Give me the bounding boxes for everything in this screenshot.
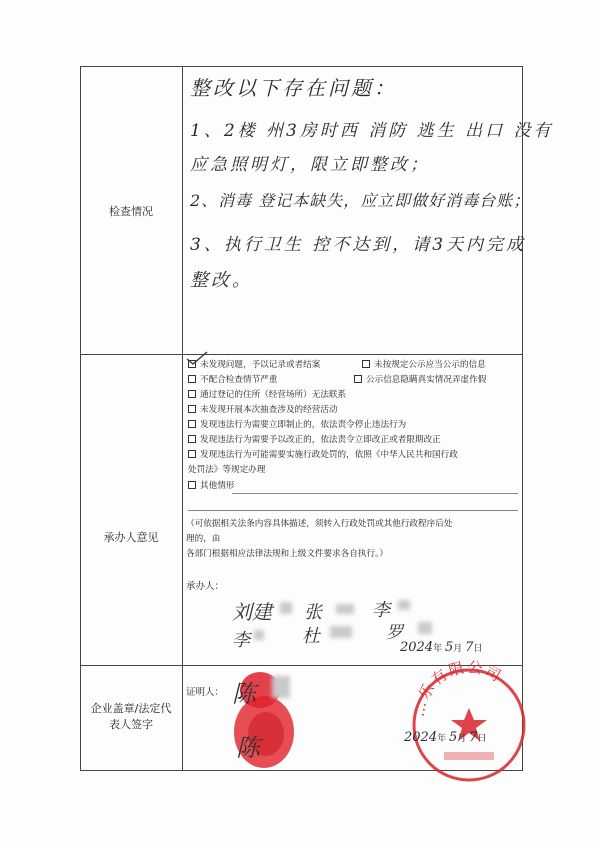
redaction-blur — [272, 676, 290, 698]
table-top-border — [80, 66, 523, 67]
handler-signature: 李 — [232, 630, 250, 651]
redaction-blur — [280, 602, 292, 614]
option-no-issue: 未发现问题，予以记录或者结案 — [188, 360, 320, 371]
redaction-blur — [254, 630, 264, 640]
handler-date-year: 2024 — [400, 640, 434, 655]
table-label-divider — [182, 66, 183, 770]
representative-signature: 陈 — [236, 734, 260, 762]
checkbox-icon[interactable] — [188, 375, 196, 383]
redaction-blur — [336, 604, 354, 614]
checkbox-icon[interactable] — [354, 375, 362, 383]
handler-date-day: 7 — [465, 640, 474, 655]
checkbox-icon[interactable] — [362, 360, 370, 368]
inspection-line: 整改以下存在问题： — [190, 76, 397, 100]
witness-signature: 陈 — [232, 680, 256, 708]
option-false-info: 公示信息隐瞒真实情况弄虚作假 — [354, 375, 486, 386]
handler-date: 2024年 5月 7日 — [400, 640, 483, 655]
opinion-note-line: （可依据相关法条内容具体描述，须转入行政处罚或其他行政程序后处 — [186, 519, 453, 529]
option-stop-violation: 发现违法行为需要立即制止的，依法责令停止违法行为 — [188, 420, 406, 431]
option-administrative-penalty-cont: 处罚法》等规定办理 — [188, 465, 266, 475]
handler-signature: 李 — [372, 600, 390, 621]
inspection-line: 2、消毒 登记本缺失，应立即做好消毒台账； — [190, 191, 531, 210]
checkbox-icon[interactable] — [188, 435, 196, 443]
enterprise-date-day: 7 — [469, 730, 478, 745]
table-left-border — [80, 66, 81, 770]
enterprise-date-month: 5 — [448, 730, 458, 745]
option-administrative-penalty: 发现违法行为可能需要实施行政处罚的，依照《中华人民共和国行政 — [188, 450, 458, 461]
handler-signature: 杜 — [302, 626, 320, 647]
witness-label: 证明人： — [186, 687, 225, 698]
handler-label: 承办人： — [186, 581, 225, 592]
checkbox-icon[interactable] — [188, 481, 196, 489]
handler-date-month: 5 — [444, 640, 454, 655]
option-correct-violation: 发现违法行为需要予以改正的，依法责令立即改正或者限期改正 — [188, 435, 441, 446]
handler-signature: 罗 — [386, 623, 403, 643]
option-not-publicized: 未按规定公示应当公示的信息 — [362, 360, 486, 371]
inspection-line: 1、2楼 州3房时西 消防 逃生 出口 没有 — [190, 121, 554, 141]
option-other: 其他情形 — [188, 481, 234, 492]
signature-label: 企业盖章/法定代表人签字 — [90, 702, 172, 731]
opinion-label: 承办人意见 — [103, 531, 159, 544]
table-row-divider-1 — [80, 354, 523, 355]
inspection-line: 整改。 — [190, 270, 253, 291]
opinion-separator — [188, 510, 518, 511]
opinion-note-line: 理的，由 — [186, 534, 221, 544]
enterprise-date: 2024年 5月 7日 — [404, 730, 487, 745]
redaction-blur — [418, 622, 432, 634]
inspection-line: 应急照明灯，限立即整改； — [190, 155, 430, 175]
checkbox-icon[interactable] — [188, 420, 196, 428]
handler-signature: 张 — [304, 602, 322, 623]
svg-text:…乐有限公司: …乐有限公司 — [409, 660, 506, 719]
checkbox-icon[interactable] — [188, 390, 196, 398]
redaction-blur — [330, 626, 352, 638]
checkmark-icon — [185, 350, 209, 366]
inspection-line: 3、执行卫生 控不达到，请3天内完成 — [190, 235, 527, 255]
other-underline — [232, 493, 518, 494]
option-not-cooperating: 不配合检查情节严重 — [188, 375, 277, 386]
opinion-note-line: 各部门根据相应法律法规和上级文件要求各自执行。） — [186, 549, 388, 559]
checkbox-icon[interactable] — [188, 450, 196, 458]
enterprise-date-year: 2024 — [404, 730, 438, 745]
option-no-activity: 未发现开展本次抽查涉及的经营活动 — [188, 405, 338, 416]
option-unreachable: 通过登记的住所（经营场所）无法联系 — [188, 390, 346, 401]
inspection-label: 检查情况 — [109, 205, 153, 218]
redaction-blur — [398, 600, 410, 610]
checkbox-icon[interactable] — [188, 405, 196, 413]
handler-signature: 刘建 — [232, 600, 272, 624]
company-stamp — [404, 660, 534, 790]
